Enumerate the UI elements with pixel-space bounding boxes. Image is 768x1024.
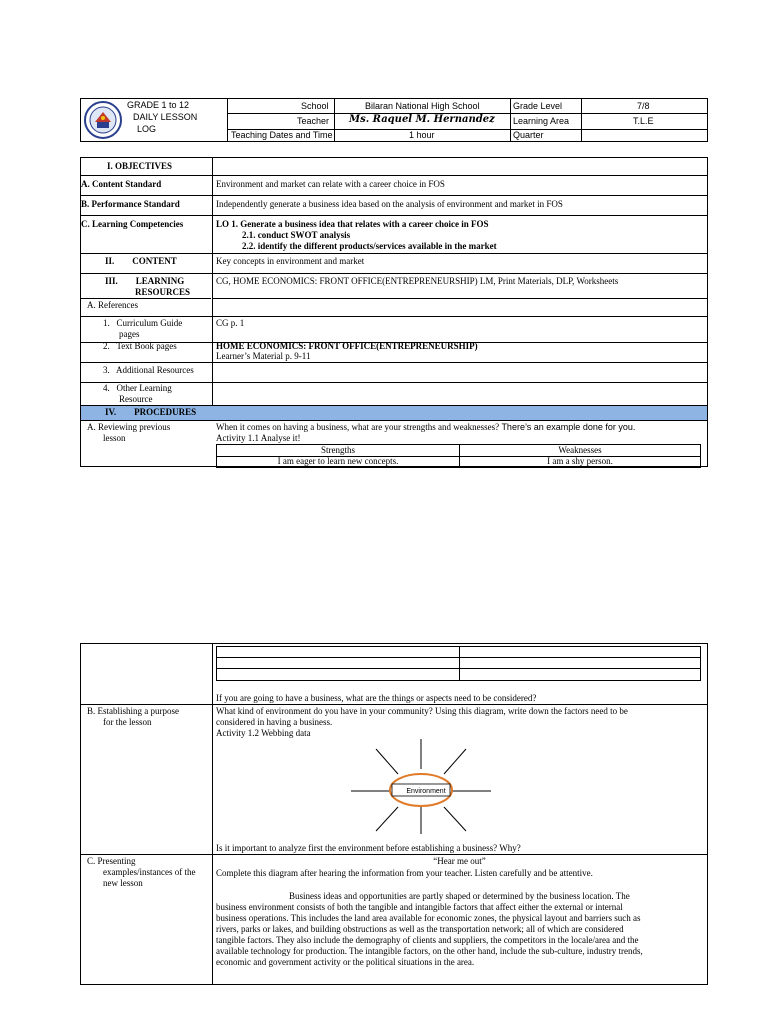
header-table: [80, 98, 708, 142]
weaknesses-header: Weaknesses: [558, 445, 602, 455]
web-spoke-bottom-left: [376, 807, 398, 831]
grade-level-label: Grade Level: [513, 101, 563, 111]
reviewing-note: There’s an example done for you.: [501, 422, 636, 432]
web-spoke-top-left: [376, 749, 398, 774]
purpose-label-2: for the lesson: [103, 717, 152, 727]
web-spoke-bottom-right: [444, 807, 466, 831]
swot-table-continued: [216, 646, 701, 681]
activity-1-1: Activity 1.1 Analyse it!: [216, 433, 301, 443]
paragraph-line-7: economic and government activity or the political situations in the area.: [216, 957, 475, 967]
learning-area-value: T.L.E: [633, 116, 654, 126]
purpose-label-1: B. Establishing a purpose: [87, 706, 179, 716]
log-title-line2: LOG: [137, 124, 157, 134]
competency-1: 2.1. conduct SWOT analysis: [242, 230, 351, 240]
resources-heading-1: III. LEARNING: [105, 276, 185, 286]
references-label: A. References: [87, 300, 138, 310]
lesson-table-continued: [80, 643, 708, 985]
resources-value: CG, HOME ECONOMICS: FRONT OFFICE(ENTREPRENEURSHIP) LM, Print Materials, DLP, Worksheets: [216, 276, 619, 286]
purpose-text-2: considered in having a business.: [216, 717, 333, 727]
content-value: Key concepts in environment and market: [216, 256, 365, 266]
dates-value: 1 hour: [409, 130, 435, 140]
textbook-label: 2. Text Book pages: [103, 341, 177, 351]
strengths-header: Strengths: [320, 445, 355, 455]
resources-heading-2: RESOURCES: [135, 287, 191, 297]
web-spoke-top-right: [444, 749, 466, 774]
curriculum-label-2: pages: [119, 329, 140, 339]
reviewing-label-1: A. Reviewing previous: [87, 422, 171, 432]
paragraph-line-1: Business ideas and opportunities are partly shaped or determined by the business location. The: [289, 891, 630, 901]
log-title-line1: DAILY LESSON: [133, 112, 198, 122]
purpose-text-1: What kind of environment do you have in your community? Using this diagram, write down the factors need to be: [216, 706, 628, 716]
content-standard-value: Environment and market can relate with a career choice in FOS: [216, 179, 445, 189]
additional-resources-label: 3. Additional Resources: [103, 365, 194, 375]
textbook-value-1: HOME ECONOMICS: FRONT OFFICE(ENTREPRENEURSHIP): [216, 341, 478, 351]
quarter-label: Quarter: [513, 130, 544, 140]
weakness-1: I am a shy person.: [547, 456, 613, 466]
paragraph-line-3: business operations. This includes the land area available for economic zones, the physical layout and barriers such as: [216, 913, 641, 923]
grade-range: GRADE 1 to 12: [127, 100, 190, 110]
school-label: School: [301, 101, 329, 111]
strength-1: I am eager to learn new concepts.: [277, 456, 399, 466]
content-heading: II. CONTENT: [105, 256, 177, 266]
curriculum-value: CG p. 1: [216, 318, 245, 328]
learning-area-label: Learning Area: [513, 116, 570, 126]
curriculum-label-1: 1. Curriculum Guide: [103, 318, 183, 328]
reviewing-label-2: lesson: [103, 433, 126, 443]
other-resources-label-2: Resource: [119, 394, 153, 404]
presenting-label-1: C. Presenting: [87, 856, 136, 866]
diagram-center-label: Environment: [406, 788, 446, 795]
lesson-table: [80, 157, 708, 467]
other-resources-label-1: 4. Other Learning: [103, 383, 172, 393]
presenting-label-3: new lesson: [103, 878, 143, 888]
paragraph-line-5: tangible factors. They also include the demography of clients and suppliers, the competitors in the locale/area and the: [216, 935, 639, 945]
competencies-label: C. Learning Competencies: [81, 219, 184, 229]
activity-1-2: Activity 1.2 Webbing data: [216, 728, 311, 738]
content-standard-label: A. Content Standard: [81, 179, 162, 189]
dates-label: Teaching Dates and Time: [231, 130, 333, 140]
grade-level-value: 7/8: [637, 101, 650, 111]
teacher-value: Ms. Raquel M. Hernandez: [349, 114, 495, 125]
purpose-question: Is it important to analyze first the environment before establishing a business? Why?: [216, 843, 521, 853]
paragraph-line-6: available technology for production. The intangible factors, on the other hand, include the sub-culture, industry trends,: [216, 946, 643, 956]
textbook-value-2: Learner’s Material p. 9-11: [216, 351, 311, 361]
competency-main: LO 1. Generate a business idea that relates with a career choice in FOS: [216, 219, 489, 229]
competency-2: 2.2. identify the different products/services available in the market: [242, 241, 497, 251]
performance-standard-label: B. Performance Standard: [81, 199, 180, 209]
paragraph-line-2: business environment consists of both the tangible and intangible factors that affect either the external or internal: [216, 902, 623, 912]
presenting-label-2: examples/instances of the: [103, 867, 196, 877]
procedures-heading: IV. PROCEDURES: [105, 407, 197, 417]
presenting-instruction: Complete this diagram after hearing the information from your teacher. Listen carefully and be attentive.: [216, 868, 593, 878]
reviewing-text: When it comes on having a business, what are your strengths and weaknesses? There’s an example done for you.: [216, 422, 636, 432]
objectives-heading: I. OBJECTIVES: [107, 161, 173, 171]
deped-seal-logo: [81, 100, 125, 140]
business-question: If you are going to have a business, what are the things or aspects need to be considered?: [216, 693, 537, 703]
swot-table: [216, 444, 701, 468]
performance-standard-value: Independently generate a business idea based on the analysis of environment and market in FOS: [216, 199, 563, 209]
paragraph-line-4: rivers, parks or lakes, and building obstructions as well as the transportation network; all of which are considered: [216, 924, 624, 934]
school-value: Bilaran National High School: [365, 101, 480, 111]
hear-me-out-title: “Hear me out”: [433, 856, 486, 866]
teacher-label: Teacher: [297, 116, 330, 126]
